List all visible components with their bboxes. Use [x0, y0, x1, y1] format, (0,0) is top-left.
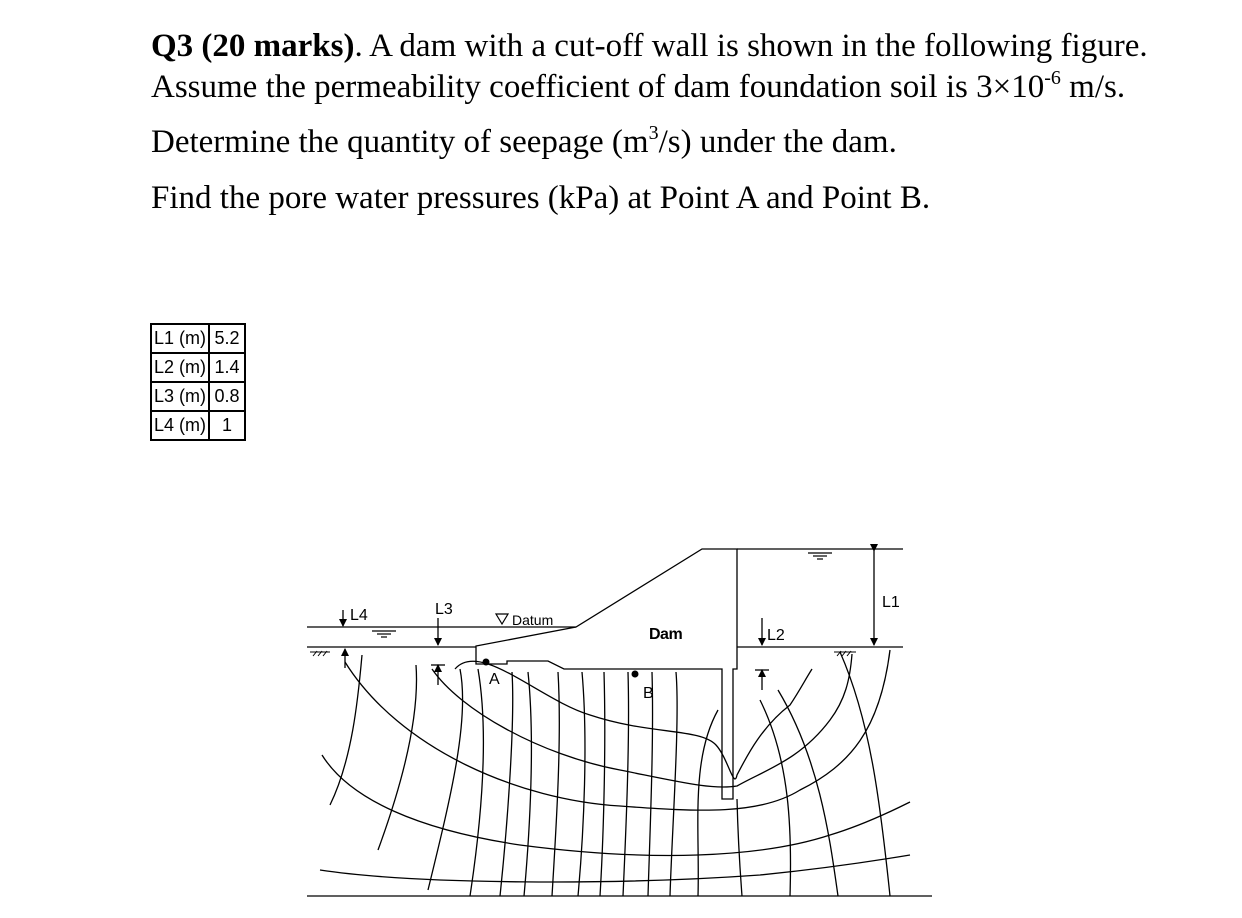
flow-line	[320, 855, 910, 882]
ground-hatch	[310, 651, 856, 656]
equipotential-line	[378, 665, 417, 850]
param-value: 0.8	[209, 382, 245, 411]
equipotential-line	[552, 672, 559, 896]
datum-symbol	[496, 614, 508, 624]
param-value: 5.2	[209, 324, 245, 353]
exponent: -6	[1044, 67, 1061, 89]
flow-line	[455, 661, 812, 779]
equipotential-line	[698, 710, 718, 896]
intro-text: . A dam with a cut-off wall is shown in the following figure. Assume the permeability coefficient of dam foundation soil is 3×10	[151, 28, 1148, 105]
water-level-symbol	[372, 553, 832, 637]
param-label: L4 (m)	[151, 411, 209, 440]
l4-label: L4	[350, 607, 368, 624]
task1-start: Determine the quantity of seepage (m	[151, 124, 649, 160]
param-label: L3 (m)	[151, 382, 209, 411]
equipotential-line	[470, 669, 483, 896]
equipotential-line	[428, 669, 463, 890]
equipotential-line	[670, 672, 677, 896]
point-a-marker	[483, 659, 490, 666]
equipotential-line	[623, 672, 629, 896]
intro-end: m/s.	[1060, 69, 1126, 105]
equipotential-line	[648, 672, 653, 896]
task1-end: /s) under the dam.	[658, 124, 897, 160]
param-label: L2 (m)	[151, 353, 209, 382]
task1-sup: 3	[648, 122, 659, 144]
param-value: 1.4	[209, 353, 245, 382]
l2-label: L2	[767, 627, 785, 644]
equipotential-line	[600, 672, 605, 896]
param-value: 1	[209, 411, 245, 440]
question-heading: Q3 (20 marks)	[151, 28, 355, 64]
point-b-marker	[632, 671, 639, 678]
point-a-label: A	[489, 671, 500, 688]
dam-label: Dam	[649, 626, 683, 643]
equipotential-line	[578, 672, 585, 896]
equipotential-line	[524, 672, 531, 896]
datum-label: Datum	[512, 612, 554, 628]
point-b-label: B	[643, 685, 654, 702]
equipotential-line	[737, 799, 742, 896]
l1-label: L1	[882, 594, 900, 611]
task-pore-pressure: Find the pore water pressures (kPa) at Point A and Point B.	[151, 180, 931, 216]
dam-body	[476, 549, 737, 799]
param-label: L1 (m)	[151, 324, 209, 353]
l3-label: L3	[435, 601, 453, 618]
